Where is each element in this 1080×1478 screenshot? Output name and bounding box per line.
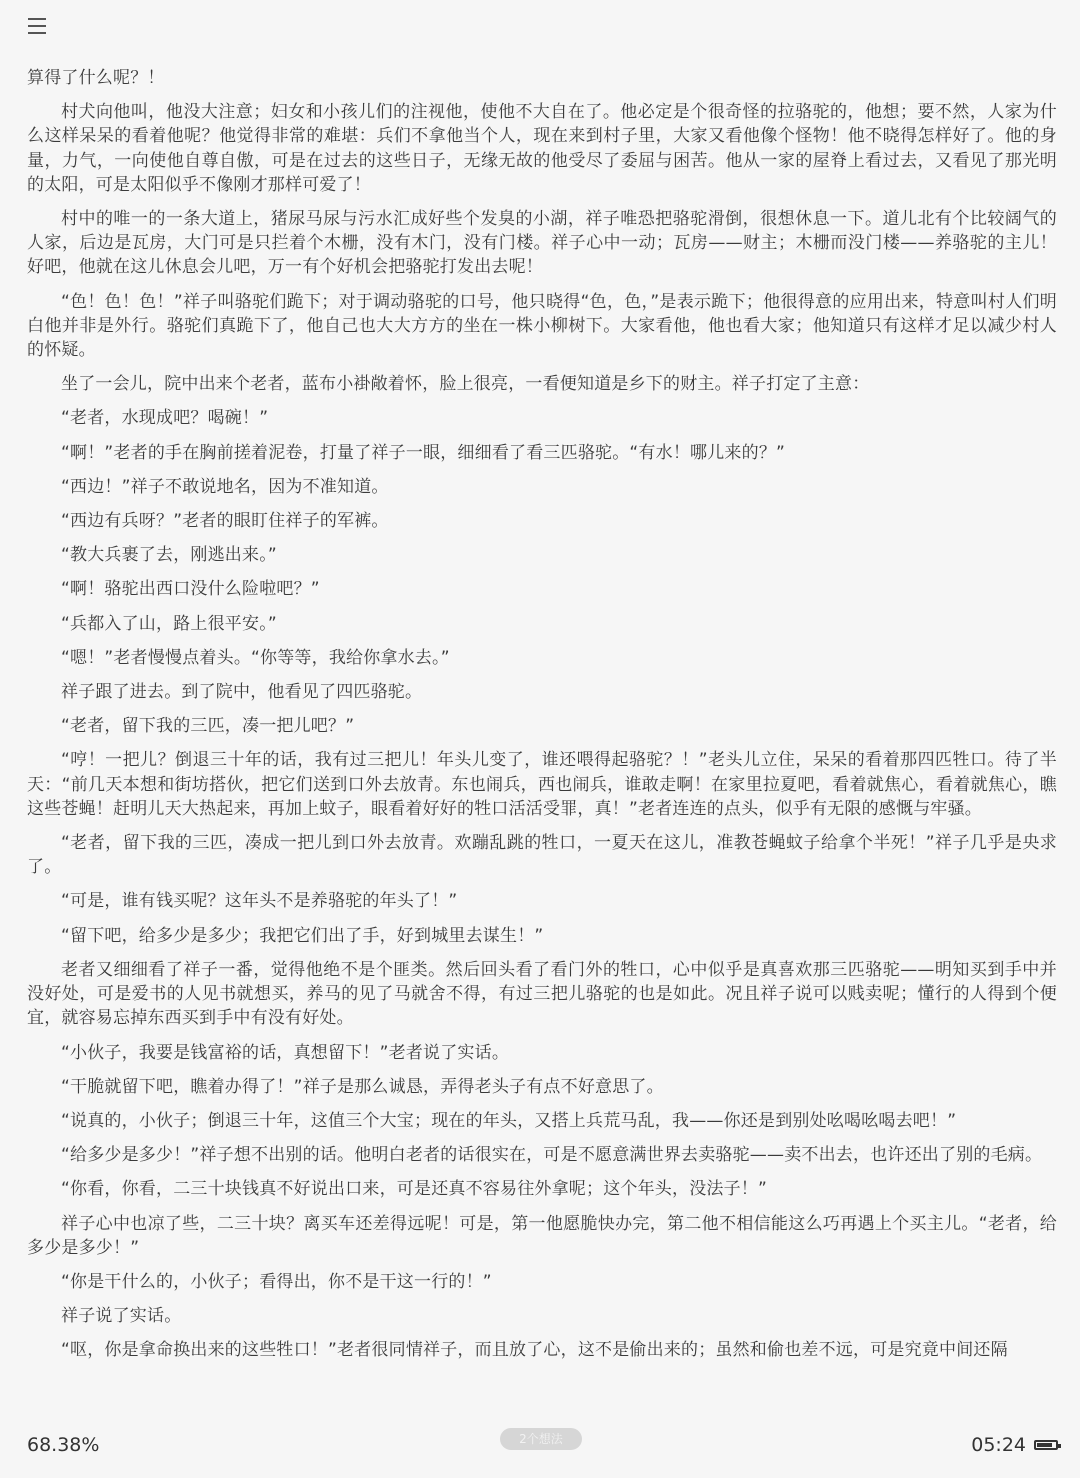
- paragraph: “你看，你看，二三十块钱真不好说出口来，可是还真不容易往外拿呢；这个年头，没法子！”: [61, 1179, 768, 1200]
- paragraph: “你是干什么的，小伙子；看得出，你不是干这一行的！”: [61, 1271, 492, 1292]
- paragraph: “呕，你是拿命换出来的这些牲口！”老者很同情祥子，而且放了心，这不是偷出来的；虽然和偷也差不远，可是究竟中间还隔: [61, 1340, 1008, 1361]
- paragraph: “干脆就留下吧，瞧着办得了！”祥子是那么诚恳，弄得老头子有点不好意思了。: [61, 1076, 664, 1097]
- paragraph: “哼！一把儿？倒退三十年的话，我有过三把儿！年头儿变了，谁还喂得起骆驼？！”老头儿立住，呆呆的看着那四匹牲口。待了半天：“前几天本想和街坊搭伙，把它们送到口外去放青。东也闹兵，西也闹兵，谁敢走啊！在家里拉夏吧，看着就焦心，看着就焦心，瞧这些苍蝇！赶明儿天大热起来，再加上蚊子，眼看着好好的牲口活活受罪，真！”老者连连的点头，似乎有无限的感慨与牢骚。: [27, 750, 1057, 819]
- paragraph: “嗯！”老者慢慢点着头。“你等等，我给你拿水去。”: [61, 647, 450, 668]
- paragraph: 祥子心中也凉了些，二三十块？离买车还差得远呢！可是，第一他愿脆快办完，第二他不相信能这么巧再遇上个买主儿。“老者，给多少是多少！”: [27, 1213, 1057, 1258]
- paragraph: “给多少是多少！”祥子想不出别的话。他明白老者的话很实在，可是不愿意满世界去卖骆驼——卖不出去，也许还出了别的毛病。: [61, 1145, 1043, 1166]
- paragraph: 老者又细细看了祥子一番，觉得他绝不是个匪类。然后回头看了看门外的牲口，心中似乎是真喜欢那三匹骆驼——明知买到手中并没好处，可是爱书的人见书就想买，养马的见了马就舍不得，有过三把儿骆驼的也是如此。况且祥子说可以贱卖呢；懂行的人得到个便宜，就容易忘掉东西买到手中有没有好处。: [27, 959, 1057, 1029]
- paragraph: “老者，留下我的三匹，凑一把儿吧？”: [61, 716, 355, 737]
- paragraph: “老者，水现成吧？喝碗！”: [61, 408, 269, 429]
- paragraph: 坐了一会儿，院中出来个老者，蓝布小褂敞着怀，脸上很亮，一看便知道是乡下的财主。祥子打定了主意：: [61, 374, 870, 395]
- paragraph: “啊！骆驼出西口没什么险啦吧？”: [61, 579, 320, 600]
- battery-icon: [1034, 1440, 1058, 1450]
- paragraph: “西边！”祥子不敢说地名，因为不准知道。: [61, 476, 389, 497]
- clock: 05:24: [971, 1434, 1026, 1456]
- paragraph: 祥子说了实话。: [61, 1306, 182, 1327]
- paragraph: 村中的唯一的一条大道上，猪尿马尿与污水汇成好些个发臭的小湖，祥子唯恐把骆驼滑倒，很想休息一下。道儿北有个比较阔气的人家，后边是瓦房，大门可是只拦着个木栅，没有木门，没有门楼。祥子心中一动；瓦房——财主；木栅而没门楼——养骆驼的主儿！好吧，他就在这儿休息会儿吧，万一有个好机会把骆驼打发出去呢！: [27, 209, 1057, 278]
- reader-content: [27, 66, 1057, 1426]
- hamburger-menu-icon: [28, 18, 46, 20]
- thoughts-button[interactable]: 2个想法: [500, 1428, 582, 1450]
- paragraph: 村犬向他叫，他没大注意；妇女和小孩儿们的注视他，使他不大自在了。他必定是个很奇怪的拉骆驼的，他想；要不然，人家为什么这样呆呆的看着他呢？他觉得非常的难堪：兵们不拿他当个人，现在来到村子里，大家又看他像个怪物！他不晓得怎样好了。他的身量，力气，一向使他自尊自傲，可是在过去的这些日子，无缘无故的他受尽了委屈与困苦。他从一家的屋脊上看过去，又看见了那光明的太阳，可是太阳似乎不像刚才那样可爱了！: [27, 102, 1057, 195]
- reading-progress: 68.38%: [27, 1434, 100, 1456]
- paragraph: “小伙子，我要是钱富裕的话，真想留下！”老者说了实话。: [61, 1042, 510, 1063]
- paragraph: 祥子跟了进去。到了院中，他看见了四匹骆驼。: [61, 682, 423, 703]
- reader-status-bar: [0, 1432, 1080, 1478]
- paragraph: “兵都入了山，路上很平安。”: [61, 613, 277, 634]
- paragraph: “色！色！色！”祥子叫骆驼们跪下；对于调动骆驼的口号，他只晓得“色，色，”是表示跪下；他很得意的应用出来，特意叫村人们明白他并非是外行。骆驼们真跪下了，他自己也大大方方的坐在一株小柳树下。大家看他，他也看大家；他知道只有这样才足以减少村人的怀疑。: [27, 291, 1057, 361]
- paragraph: “老者，留下我的三匹，凑成一把儿到口外去放青。欢蹦乱跳的牲口，一夏天在这儿，准教苍蝇蚊子给拿个半死！”祥子几乎是央求了。: [27, 833, 1057, 878]
- menu-button[interactable]: [24, 14, 52, 38]
- battery-level: [1037, 1443, 1052, 1447]
- paragraph: 算得了什么呢？！: [27, 68, 165, 88]
- paragraph: “说真的，小伙子；倒退三十年，这值三个大宝；现在的年头，又搭上兵荒马乱，我——你还是到别处吆喝吆喝去吧！”: [61, 1110, 957, 1131]
- paragraph: “教大兵裹了去，刚逃出来。”: [61, 545, 277, 566]
- paragraph: “留下吧，给多少是多少；我把它们出了手，好到城里去谋生！”: [61, 925, 544, 946]
- paragraph: “啊！”老者的手在胸前搓着泥卷，打量了祥子一眼，细细看了看三匹骆驼。“有水！哪儿来的？”: [61, 442, 786, 463]
- paragraph: “西边有兵呀？”老者的眼盯住祥子的军裤。: [61, 511, 389, 532]
- paragraph: “可是，谁有钱买呢？这年头不是养骆驼的年头了！”: [61, 891, 458, 912]
